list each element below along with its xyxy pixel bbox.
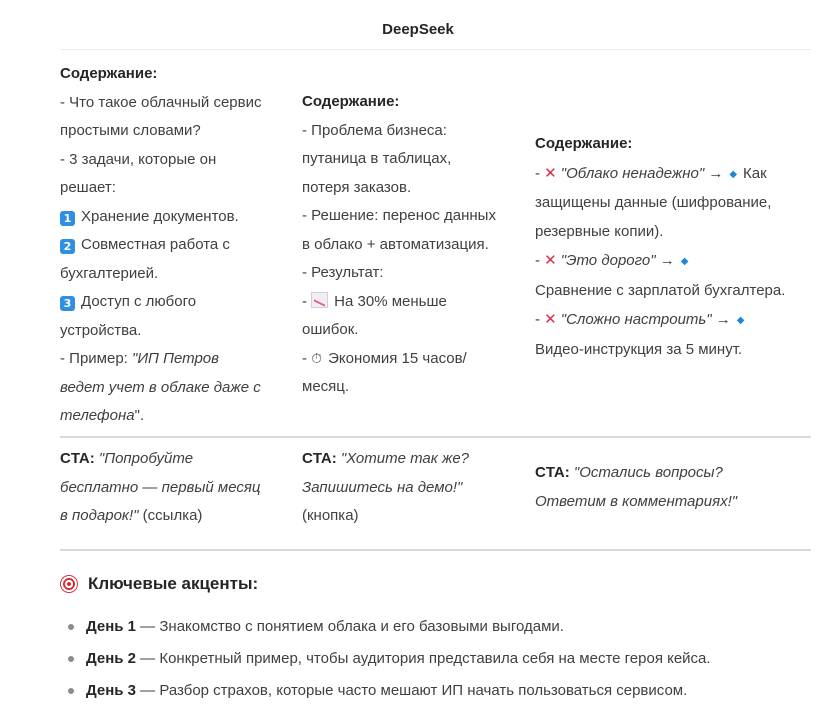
text-line <box>60 231 261 260</box>
diamond-icon: ◆ <box>680 256 689 267</box>
cross-mark-icon: ✕ <box>544 310 557 328</box>
cta-quote: "Хотите так же? <box>340 450 469 467</box>
line-text: - Что такое облачный сервис <box>60 93 262 111</box>
line-text: бухгалтерией. <box>60 264 159 282</box>
text-line <box>60 89 261 118</box>
content-column-1 <box>60 60 261 431</box>
line-text: Как <box>743 164 767 182</box>
quote-text: "Это дорого" <box>560 252 656 269</box>
arrow-text: → <box>711 311 731 328</box>
line-text: защищены данные (шифрование, <box>535 194 772 211</box>
line-text: Доступ с любого <box>81 293 197 310</box>
cta-quote: в подарок!" <box>60 507 139 524</box>
cta-quote: "Остались вопросы? <box>573 464 723 481</box>
quote-text: ведет учет в облаке даже с <box>60 378 261 396</box>
text-line <box>60 203 261 232</box>
text-line <box>535 218 785 247</box>
quote-text: "Сложно настроить" <box>560 311 712 328</box>
chart-decreasing-icon <box>311 292 328 308</box>
line-prefix: - <box>535 252 545 269</box>
text-line <box>302 259 496 288</box>
line-prefix: - Пример: <box>60 350 132 367</box>
line-text: в облако + автоматизация. <box>302 235 489 253</box>
cta-cell-3 <box>535 459 737 516</box>
cta-label: CTA: <box>60 450 95 467</box>
text-line <box>302 117 496 146</box>
quote-text: телефона <box>60 407 135 424</box>
cta-line <box>60 445 260 474</box>
text-line <box>60 174 261 203</box>
key-points-title: Ключевые акценты: <box>88 574 259 593</box>
cta-text: (кнопка) <box>302 507 359 524</box>
line-text: На 30% меньше <box>334 292 447 310</box>
cta-label: CTA: <box>535 464 570 481</box>
day-description: — Знакомство с понятием облака и его базовыми выгодами. <box>136 618 564 635</box>
section-divider <box>60 549 811 551</box>
line-prefix: - <box>535 311 545 328</box>
arrow-text: → <box>655 252 675 269</box>
target-icon <box>60 575 78 593</box>
line-prefix: - <box>302 292 312 310</box>
line-text: месяц. <box>302 378 350 395</box>
text-line <box>60 345 261 374</box>
content-column-2 <box>302 88 496 402</box>
text-line <box>302 373 496 402</box>
list-item <box>68 613 711 645</box>
line-suffix: ". <box>134 407 145 424</box>
diamond-icon: ◆ <box>729 168 738 180</box>
cross-mark-icon: ✕ <box>544 251 557 269</box>
list-item <box>68 645 711 677</box>
quote-text: "Облако ненадежно" <box>560 164 705 182</box>
header-divider <box>60 49 811 50</box>
line-text: Экономия 15 часов/ <box>328 349 467 367</box>
cta-label: CTA: <box>302 450 337 467</box>
line-text: - Проблема бизнеса: <box>302 121 447 139</box>
line-text: Сравнение с зарплатой бухгалтера. <box>535 281 786 299</box>
list-item <box>68 677 711 709</box>
cta-cell-1 <box>60 445 260 531</box>
arrow-text: → <box>704 164 724 182</box>
key-points-heading <box>60 574 258 594</box>
line-text: Хранение документов. <box>81 207 239 225</box>
cross-mark-icon: ✕ <box>544 163 557 182</box>
number-badge-icon: 1 <box>60 211 75 226</box>
app-title: DeepSeek <box>382 21 454 38</box>
column-heading: Содержание: <box>60 65 158 82</box>
content-column-3 <box>535 130 785 364</box>
line-prefix: - <box>535 164 545 182</box>
number-badge-icon: 2 <box>60 239 75 254</box>
cta-line <box>302 502 469 531</box>
text-line <box>535 189 785 218</box>
cta-line <box>535 459 737 488</box>
key-points-list <box>68 613 711 709</box>
text-line <box>302 316 496 345</box>
cta-line <box>302 474 469 503</box>
line-text: - 3 задачи, которые он <box>60 150 217 168</box>
line-text: устройства. <box>60 321 142 339</box>
text-line <box>302 202 496 231</box>
text-line <box>535 246 785 277</box>
cta-quote: Ответим в комментариях!" <box>535 492 738 510</box>
text-line <box>60 146 261 175</box>
cta-suffix: (ссылка) <box>138 507 203 524</box>
text-line <box>60 117 261 146</box>
column-heading: Содержание: <box>302 93 400 110</box>
text-line <box>60 402 261 431</box>
cta-quote: бесплатно — первый месяц <box>60 478 261 496</box>
day-description: — Разбор страхов, которые часто мешают ИП начать пользоваться сервисом. <box>136 682 688 699</box>
text-line <box>302 288 496 317</box>
diamond-icon: ◆ <box>736 315 745 326</box>
line-text: Видео-инструкция за 5 минут. <box>535 340 743 358</box>
cta-line <box>535 488 737 517</box>
cta-line <box>302 445 469 474</box>
cta-quote: Запишитесь на демо!" <box>302 478 463 496</box>
text-line <box>535 277 785 306</box>
line-text: потеря заказов. <box>302 178 412 196</box>
text-line <box>302 145 496 174</box>
text-line <box>302 345 496 374</box>
cta-cell-2 <box>302 445 469 531</box>
day-label: День 2 <box>86 650 137 667</box>
day-label: День 1 <box>86 618 137 635</box>
quote-text: "ИП Петров <box>132 350 219 367</box>
line-prefix: - <box>302 349 312 367</box>
column-heading: Содержание: <box>535 135 633 152</box>
line-text: резервные копии). <box>535 222 664 240</box>
line-text: - Решение: перенос данных <box>302 207 496 224</box>
text-line <box>302 174 496 203</box>
line-text: Совместная работа с <box>81 236 230 253</box>
line-text: простыми словами? <box>60 122 201 139</box>
text-line <box>60 260 261 289</box>
line-text: путаница в таблицах, <box>302 150 452 167</box>
text-line <box>60 317 261 346</box>
text-line <box>535 159 785 190</box>
line-text: решает: <box>60 179 116 196</box>
line-text: ошибок. <box>302 321 359 338</box>
table-divider <box>60 436 811 438</box>
text-line <box>302 231 496 260</box>
cta-line <box>60 502 260 531</box>
text-line <box>535 336 785 365</box>
text-line <box>60 374 261 403</box>
cta-line <box>60 474 260 503</box>
number-badge-icon: 3 <box>60 296 75 311</box>
line-text: - Результат: <box>302 264 384 281</box>
day-description: — Конкретный пример, чтобы аудитория представила себя на месте героя кейса. <box>136 650 711 667</box>
stopwatch-icon: ⏱ <box>311 350 323 367</box>
text-line <box>535 305 785 336</box>
text-line <box>60 288 261 317</box>
day-label: День 3 <box>86 682 137 699</box>
cta-quote: "Попробуйте <box>98 450 194 467</box>
